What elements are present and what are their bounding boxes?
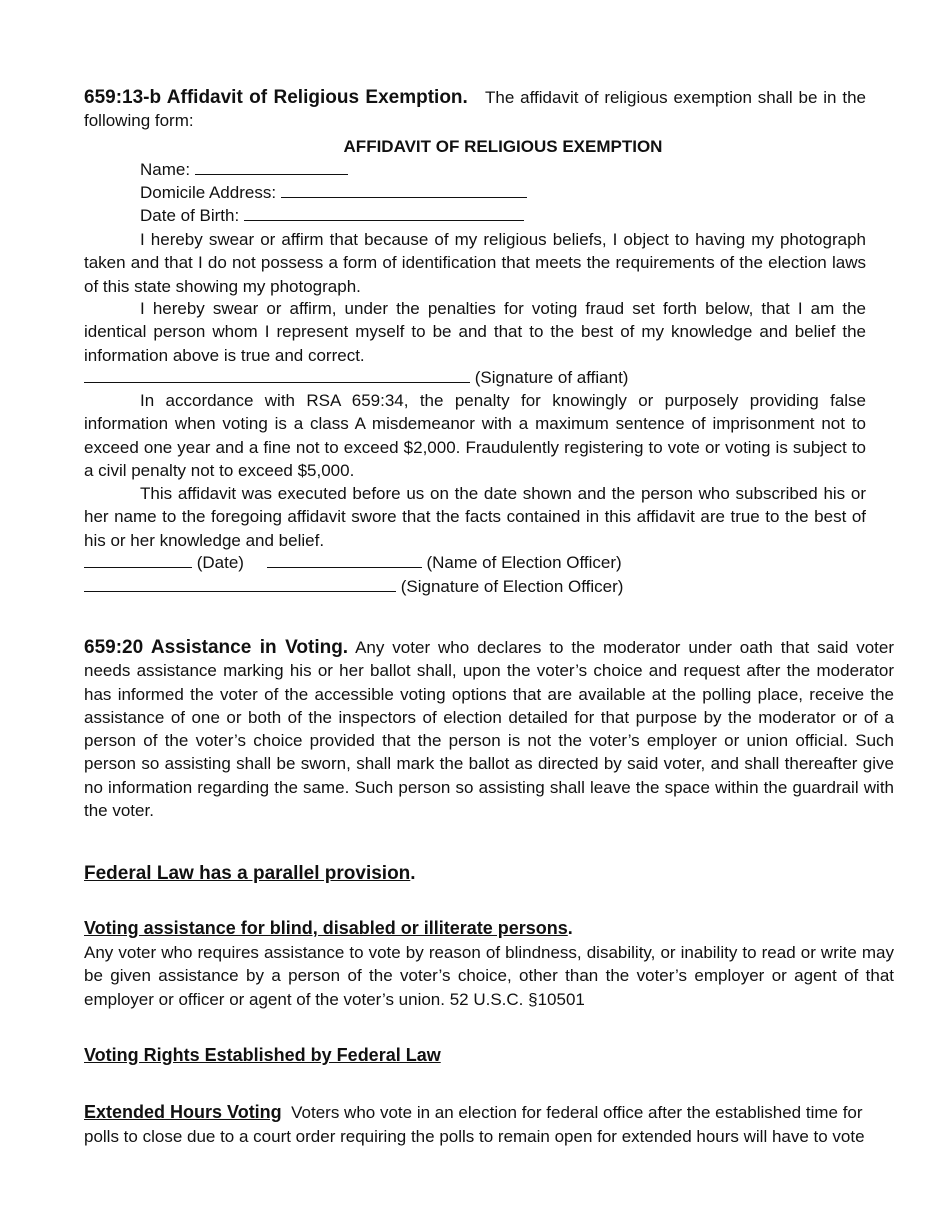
blind-body: Any voter who requires assistance to vote by reason of blindness, disability, or inability to read or write may be given assistance by a person of the voter’s choice, other than the voter’s employer or agent of that employer or officer or agent of the voter’s union. 52 U.S.C. §10501 (84, 943, 894, 1009)
dob-blank (244, 205, 524, 221)
affidavit-intro-paragraph (84, 86, 866, 133)
rights-heading: Voting Rights Established by Federal Law (84, 1045, 441, 1065)
blind-heading-period: . (567, 918, 573, 938)
assistance-heading: 659:20 Assistance in Voting. (84, 637, 349, 658)
dob-label: Date of Birth: (140, 206, 240, 225)
extended-text-1: Voters who vote in an election for federal office after the established time for (291, 1103, 863, 1122)
name-line (140, 158, 348, 181)
federal-heading: Federal Law has a parallel provision (84, 863, 411, 884)
penalty-oath-paragraph: I hereby swear or affirm, under the penalties for voting fraud set forth below, that I am the identical person whom I represent myself to be and that to the best of my knowledge and belief the information above is true and correct. (84, 299, 866, 365)
form-title: AFFIDAVIT OF RELIGIOUS EXEMPTION (343, 137, 663, 156)
date-blank (84, 552, 192, 568)
affidavit-intro-text: The affidavit of religious exemption shall be in the following form: (84, 88, 866, 131)
assistance-body: Any voter who declares to the moderator under oath that said voter needs assistance marking his or her ballot shall, upon the voter’s choice and request after the moderator has informed the voter of the accessible voting options that are available at the polling place, receive the assistance of one or both of the inspectors of election detailed for that purpose by the moderator or of a person of the voter’s choice provided that the person is not the voter’s employer or union official. Such person so assisting shall be sworn, shall mark the ballot as directed by said voter, and shall thereafter give no information regarding the same. Such person so assisting shall leave the space within the guardrail with the voter. (84, 638, 894, 821)
extended-line-2: polls to close due to a court order requiring the polls to remain open for extended hours will have to vote (84, 1127, 865, 1146)
oath-paragraph: I hereby swear or affirm that because of my religious beliefs, I object to having my photograph taken and that I do not possess a form of identification that meets the requirements of the election laws of this state showing my photograph. (84, 230, 866, 296)
federal-heading-period: . (410, 863, 416, 884)
name-blank (195, 159, 348, 175)
date-officer-line (84, 551, 622, 574)
extended-heading: Extended Hours Voting (84, 1102, 282, 1122)
extended-line-1 (84, 1101, 863, 1124)
domicile-label: Domicile Address: (140, 183, 277, 202)
date-label: (Date) (196, 553, 244, 572)
officer-signature-line (84, 575, 623, 598)
federal-heading-line (84, 862, 416, 885)
affiant-signature-label: (Signature of affiant) (474, 368, 629, 387)
domicile-blank (281, 182, 527, 198)
domicile-line (140, 181, 527, 204)
affiant-signature-blank (84, 367, 470, 383)
officer-signature-blank (84, 576, 396, 592)
blind-heading-line (84, 917, 573, 940)
assistance-paragraph (84, 636, 894, 822)
officer-signature-label: (Signature of Election Officer) (400, 577, 624, 596)
executed-paragraph: This affidavit was executed before us on the date shown and the person who subscribed his or her name to the foregoing affidavit swore that the facts contained in this affidavit are true to the best of his or her knowledge and belief. (84, 484, 866, 550)
affidavit-section-heading: 659:13-b Affidavit of Religious Exemption. (84, 87, 468, 108)
affiant-signature-line (84, 366, 628, 389)
dob-line (140, 204, 524, 227)
blind-heading: Voting assistance for blind, disabled or illiterate persons (84, 918, 568, 938)
penalty-paragraph: In accordance with RSA 659:34, the penalty for knowingly or purposely providing false information when voting is a class A misdemeanor with a maximum sentence of imprisonment not to exceed one year and a fine not to exceed $2,000. Fraudulently registering to vote or voting is subject to a civil penalty not to exceed $5,000. (84, 391, 866, 480)
officer-name-blank (267, 552, 422, 568)
officer-name-label: (Name of Election Officer) (426, 553, 622, 572)
name-label: Name: (140, 160, 191, 179)
